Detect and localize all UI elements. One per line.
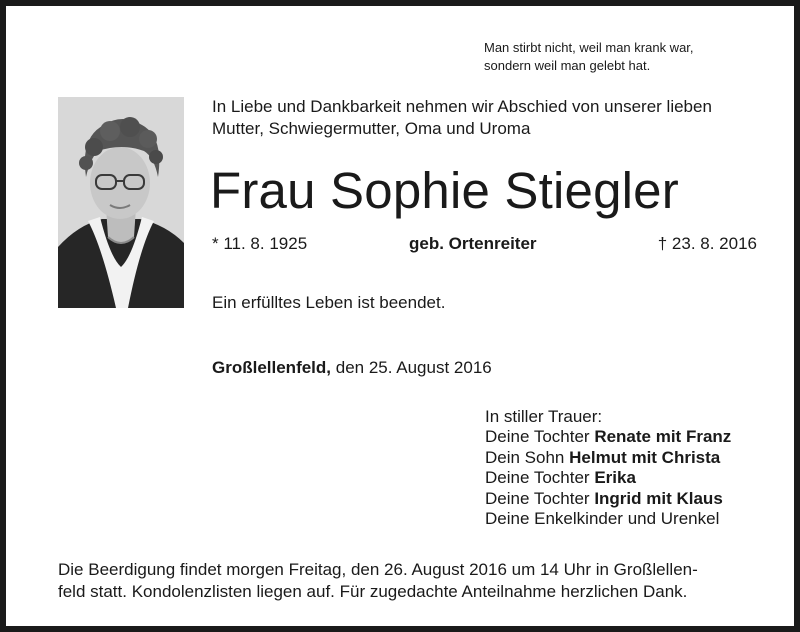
mourner-relation: Deine Enkelkinder und Urenkel — [485, 509, 720, 529]
deceased-name: Frau Sophie Stiegler — [210, 162, 679, 219]
intro-line-1: In Liebe und Dankbarkeit nehmen wir Abschied von unserer lieben — [212, 97, 712, 116]
mourner-relation: Deine Tochter — [485, 468, 595, 488]
intro-line-2: Mutter, Schwiegermutter, Oma und Uroma — [212, 119, 531, 138]
mourners-heading: In stiller Trauer: — [485, 407, 603, 426]
mourner-names: Helmut mit Christa — [569, 447, 721, 467]
place-date-line — [212, 358, 492, 378]
mourner-names: Ingrid mit Klaus — [594, 488, 723, 508]
funeral-line-2: feld statt. Kondolenzlisten liegen auf. Für zugedachte Anteilnahme herzlichen Dank. — [58, 582, 688, 601]
portrait-photo — [58, 97, 184, 308]
notice-date: den 25. August 2016 — [331, 358, 492, 377]
funeral-info — [58, 559, 756, 603]
mourner-row — [485, 448, 731, 468]
death-date: † 23. 8. 2016 — [657, 234, 757, 253]
mourner-relation: Dein Sohn — [485, 447, 570, 467]
birth-date: * 11. 8. 1925 — [212, 234, 308, 253]
mourner-relation: Deine Tochter — [485, 488, 595, 508]
mourner-row — [485, 509, 731, 529]
funeral-line-1: Die Beerdigung findet morgen Freitag, den 26. August 2016 um 14 Uhr in Großlellen- — [58, 560, 698, 579]
mourners-list — [485, 407, 731, 529]
mourner-row — [485, 468, 731, 488]
mourner-row — [485, 427, 731, 447]
maiden-name: geb. Ortenreiter — [409, 234, 537, 253]
portrait-illustration — [58, 97, 184, 308]
mourner-names: Erika — [594, 468, 636, 488]
place-name: Großlellenfeld, — [212, 358, 332, 377]
motto-line-2: sondern weil man gelebt hat. — [484, 58, 651, 73]
fulfilled-life-text: Ein erfülltes Leben ist beendet. — [212, 293, 446, 312]
mourner-relation: Deine Tochter — [485, 427, 595, 447]
mourner-names: Renate mit Franz — [594, 427, 732, 447]
motto — [484, 39, 784, 75]
mourner-row — [485, 489, 731, 509]
motto-line-1: Man stirbt nicht, weil man krank war, — [484, 40, 694, 55]
intro-text — [212, 96, 772, 140]
